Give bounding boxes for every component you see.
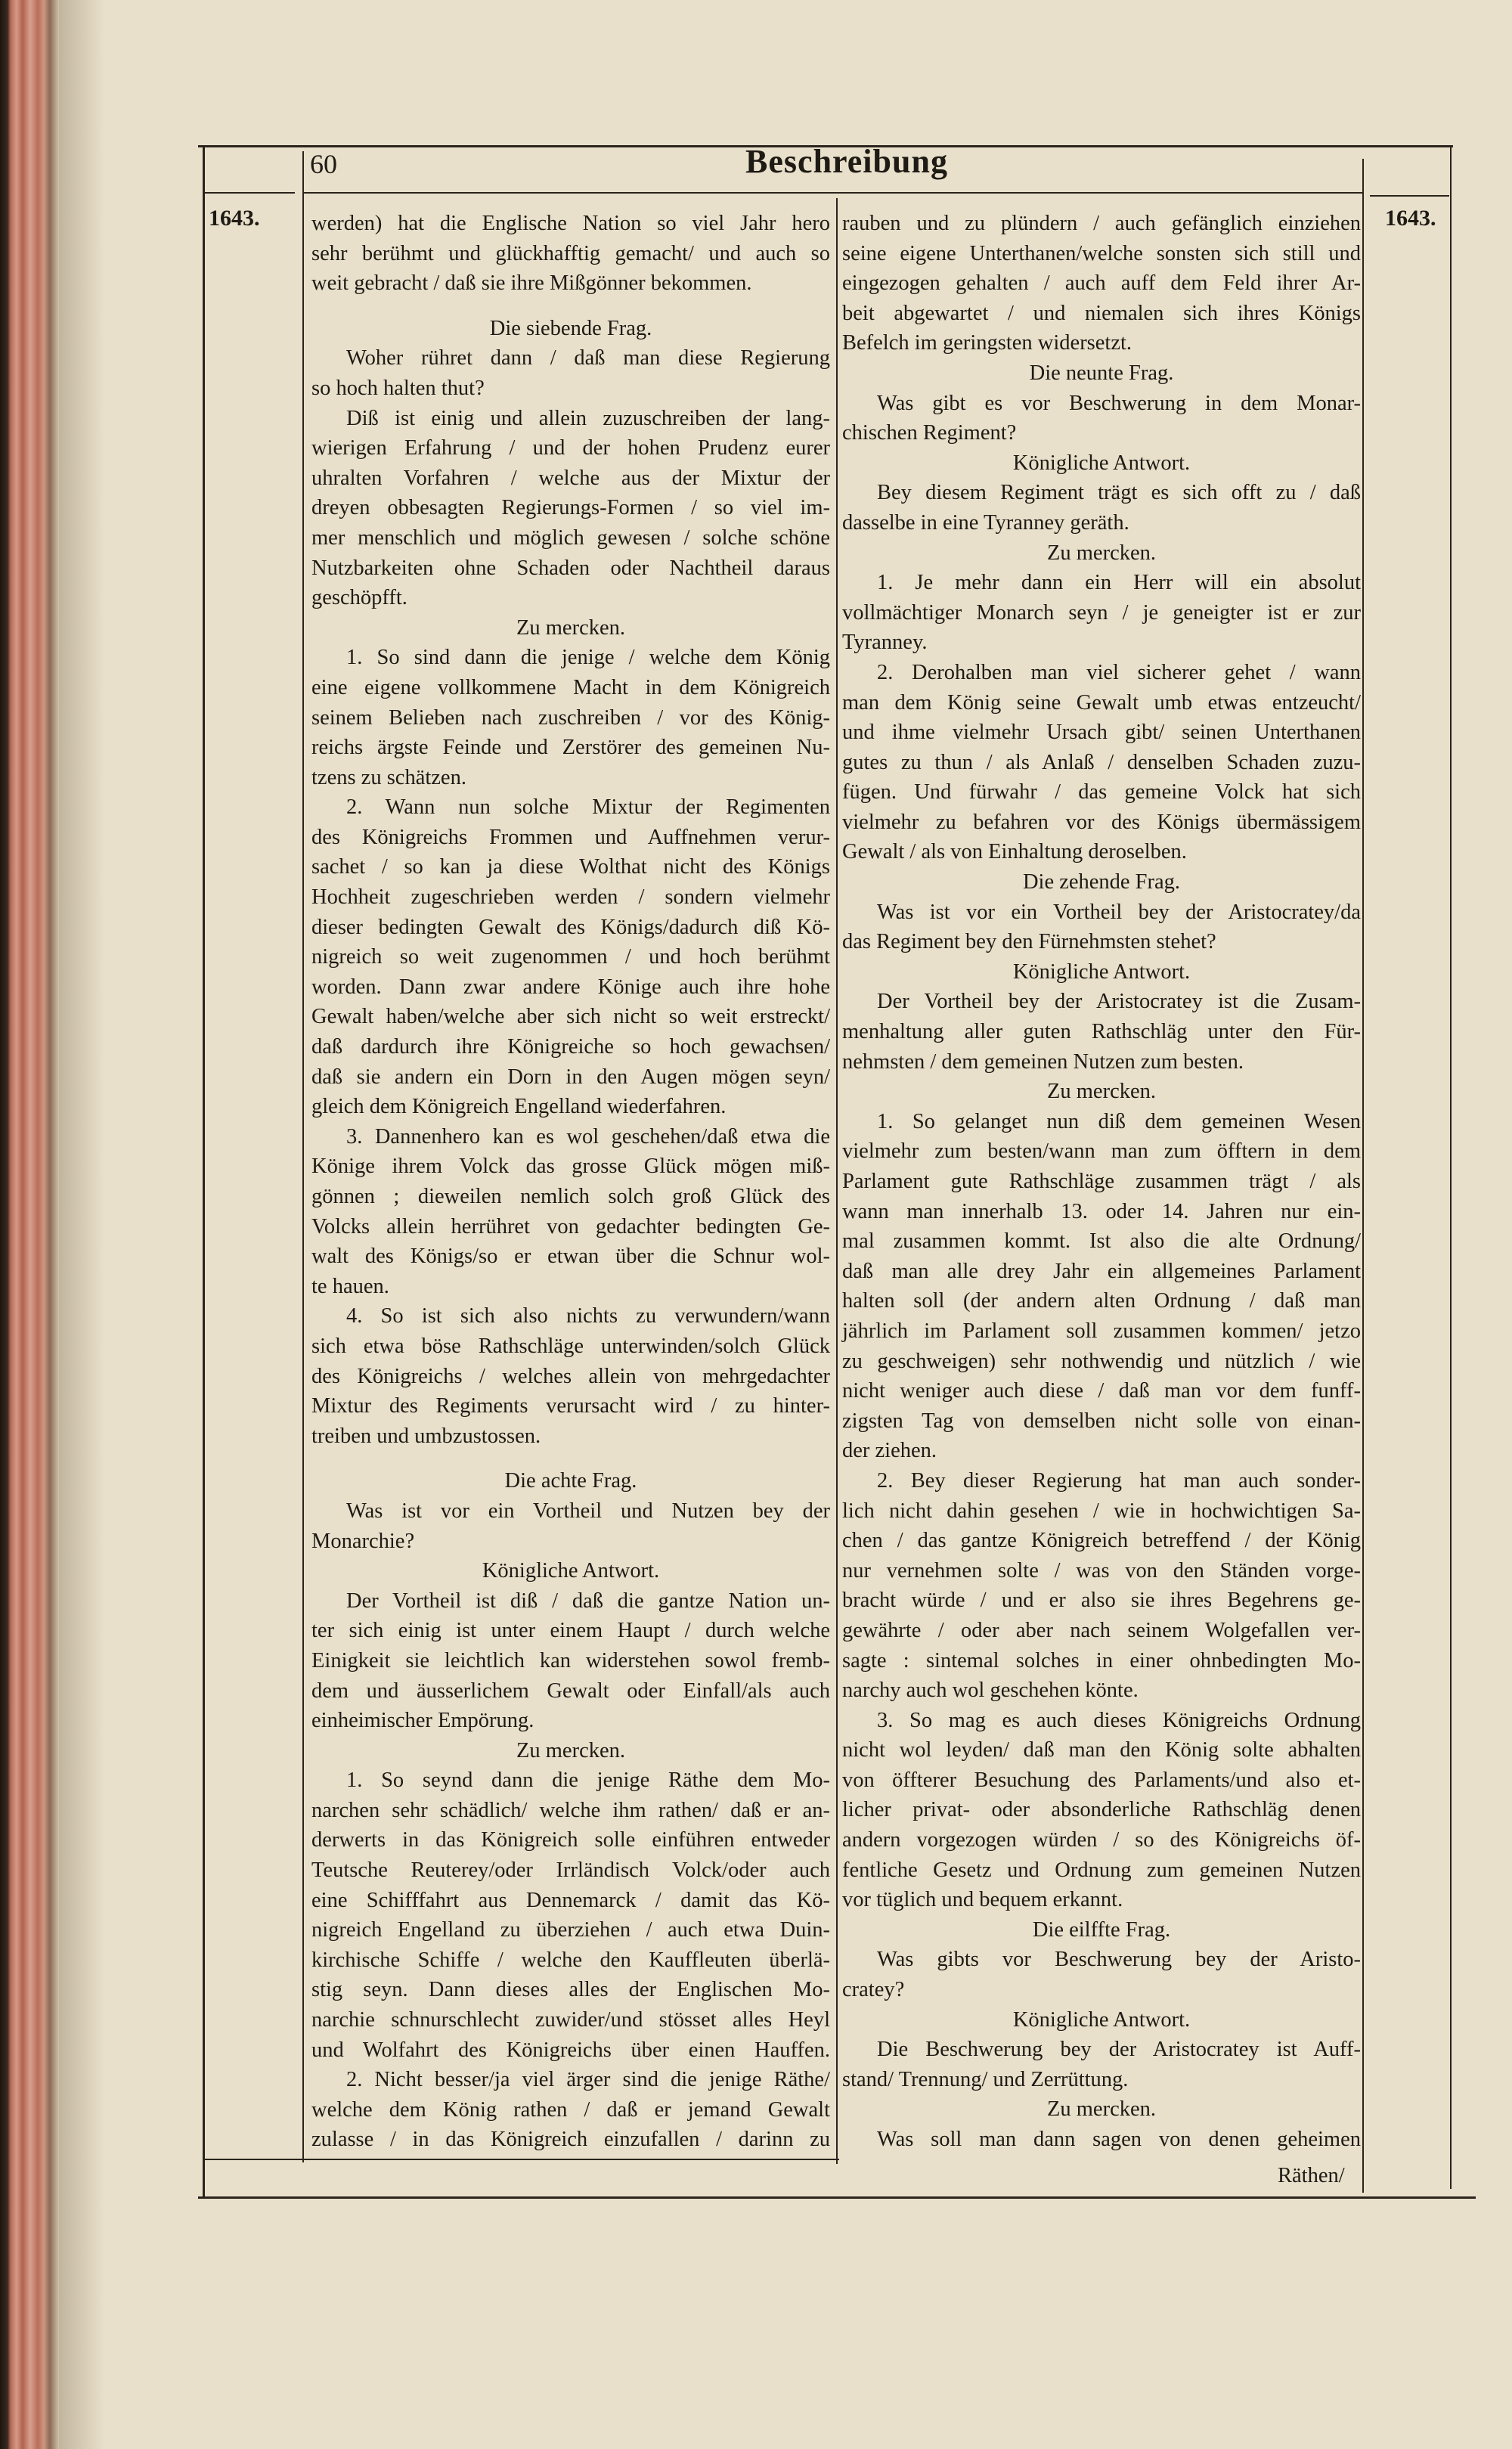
text-line: reichs ärgste Feinde und Zerstörer des gemeinen Nu-: [311, 736, 830, 760]
header-underline-rule: [304, 192, 1362, 194]
text-line: Was gibts vor Beschwerung bey der Aristo-: [877, 1948, 1361, 1972]
margin-year-left: 1643.: [209, 206, 260, 231]
text-line: der ziehen.: [842, 1439, 937, 1463]
text-line: 1. So sind dann die jenige / welche dem König: [346, 646, 830, 670]
text-line: sachet / so kan ja diese Wolthat nicht des Königs: [311, 855, 830, 879]
text-line: geschöpfft.: [311, 586, 407, 610]
text-line: stand/ Trennung/ und Zerrüttung.: [842, 2067, 1129, 2091]
text-line: jährlich im Parlament soll zusammen kommen/ jetzo: [842, 1319, 1361, 1343]
text-line: das Regiment bey den Fürnehmsten stehet?: [842, 930, 1216, 954]
text-line: beit abgewartet / und niemalen sich ihres Königs: [842, 301, 1361, 325]
text-line: vielmehr zum besten/wann man zum öfftern in dem: [842, 1139, 1361, 1164]
text-line: licher privat- oder absonderliche Rathschläg denen: [842, 1798, 1361, 1822]
text-line: narchen sehr schädlich/ welche ihm rathen/ daß er an-: [311, 1798, 830, 1822]
text-line: eine Schifffahrt aus Dennemarck / damit das Kö-: [311, 1888, 830, 1912]
text-line: gönnen ; dieweilen nemlich solch groß Glück des: [311, 1185, 830, 1208]
text-line: daß dardurch ihre Königreiche so hoch gewachsen/: [311, 1035, 830, 1059]
text-line: fentliche Gesetz und Ordnung zum gemeinen Nutzen: [842, 1858, 1361, 1882]
text-line: gutes zu thun / als Anlaß / denselben Schaden zuzu-: [842, 750, 1361, 774]
column-divider: [836, 198, 838, 2164]
section-heading: Königliche Antwort.: [1012, 451, 1191, 475]
text-line: Was ist vor ein Vortheil bey der Aristocratey/da: [877, 900, 1361, 924]
text-line: 2. Derohalben man viel sicherer gehet / wann: [877, 660, 1361, 684]
text-line: te hauen.: [311, 1274, 389, 1298]
text-line: halten soll (der andern alten Ordnung / daß man: [842, 1289, 1361, 1313]
text-line: nicht wol leyden/ daß man den König solte abhalten: [842, 1738, 1361, 1762]
page-number: 60: [310, 149, 337, 179]
text-line: daß man alle drey Jahr ein allgemeines Parlament: [842, 1259, 1361, 1283]
section-heading: Zu mercken.: [516, 1738, 626, 1762]
text-line: chen / das gantze Königreich betreffend / der König: [842, 1529, 1361, 1553]
text-line: Bey diesem Regiment trägt es sich offt zu / daß: [877, 481, 1361, 505]
text-line: tzens zu schätzen.: [311, 765, 466, 789]
section-heading: Die neunte Frag.: [1029, 361, 1174, 385]
section-heading: Die eilffte Frag.: [1032, 1917, 1171, 1942]
section-heading: Königliche Antwort.: [1012, 2007, 1191, 2032]
text-line: Teutsche Reuterey/oder Irrländisch Volck/oder auch: [311, 1858, 830, 1883]
text-line: vielmehr zu befahren vor des Königs übermässigem: [842, 810, 1361, 834]
text-line: dasselbe in eine Tyranney geräth.: [842, 510, 1129, 535]
text-line: 1. So seynd dann die jenige Räthe dem Mo-: [346, 1769, 830, 1793]
text-line: 4. So ist sich also nichts zu verwundern/wann: [346, 1304, 830, 1328]
text-line: 2. Nicht besser/ja viel ärger sind die jenige Räthe/: [346, 2068, 830, 2092]
text-line: man dem König seine Gewalt umb etwas entzeucht/: [842, 690, 1361, 715]
text-line: Woher rühret dann / daß man diese Regierung: [346, 346, 830, 370]
text-line: des Königreichs / welches allein von mehrgedachter: [311, 1364, 830, 1388]
text-line: 1. So gelanget nun diß dem gemeinen Wesen: [877, 1109, 1361, 1133]
section-heading: Königliche Antwort.: [1012, 959, 1191, 984]
section-heading: Die zehende Frag.: [1022, 870, 1181, 894]
left-column-bottom-rule: [204, 2159, 839, 2160]
text-line: Monarchie?: [311, 1529, 415, 1553]
text-line: werden) hat die Englische Nation so viel Jahr hero: [311, 212, 830, 235]
text-line: cratey?: [842, 1978, 905, 2002]
text-line: seinem Belieben nach zuschreiben / vor des König-: [311, 705, 830, 730]
text-line: Tyranney.: [842, 631, 928, 655]
text-line: Hochheit zugeschrieben werden / sondern vielmehr: [311, 885, 830, 910]
margin-header-rule-right: [1370, 195, 1449, 197]
text-line: Nutzbarkeiten ohne Schaden oder Nachtheil daraus: [311, 556, 830, 580]
right-outer-border: [1450, 147, 1452, 2189]
text-line: Könige ihrem Volck das grosse Glück mögen miß-: [311, 1155, 830, 1179]
margin-year-right: 1643.: [1385, 206, 1436, 231]
text-line: vollmächtiger Monarch seyn / je geneigter ist er zur: [842, 600, 1361, 625]
text-line: zigsten Tag von demselben nicht solle von einan-: [842, 1409, 1361, 1433]
text-line: nicht weniger auch diese / daß man vor dem funff-: [842, 1379, 1361, 1403]
text-line: wann man innerhalb 13. oder 14. Jahren nur ein-: [842, 1199, 1361, 1223]
text-line: Parlament gute Rathschläge zusammen trägt / als: [842, 1170, 1361, 1193]
text-line: narchie schnurschlecht zuwider/und stösset alles Heyl: [311, 2008, 830, 2032]
text-line: Was ist vor ein Vortheil und Nutzen bey der: [346, 1499, 830, 1523]
running-title: Beschreibung: [745, 143, 948, 180]
text-line: worden. Dann zwar andere Könige auch ihre hohe: [311, 975, 830, 999]
text-line: Was gibt es vor Beschwerung in dem Monar-: [877, 391, 1361, 415]
text-line: nigreich so weit zugenommen / und hoch berühmt: [311, 945, 830, 969]
section-heading: Zu mercken.: [516, 615, 626, 640]
text-line: gewährte / oder aber nach seinem Wolgefallen ver-: [842, 1618, 1361, 1642]
text-line: walt des Königs/so er etwan über die Schnur wol-: [311, 1245, 830, 1269]
text-line: vor tüglich und bequem erkannt.: [842, 1888, 1123, 1912]
text-line: eingezogen gehalten / auch auff dem Feld ihrer Ar-: [842, 271, 1361, 296]
right-text-column: [842, 209, 1361, 2155]
text-line: andern vorgezogen würden / so des Königreichs öf-: [842, 1828, 1361, 1852]
text-line: eine eigene vollkommene Macht in dem Königreich: [311, 675, 830, 699]
text-line: daß sie andern ein Dorn in den Augen mögen seyn/: [311, 1065, 830, 1089]
text-line: stig seyn. Dann dieses alles der Englischen Mo-: [311, 1978, 830, 2002]
text-line: dieser bedingten Gewalt des Königs/dadurch diß Kö-: [311, 915, 830, 939]
text-line: seine eigene Unterthanen/welche sonsten sich still und: [842, 241, 1361, 265]
text-line: Der Vortheil bey der Aristocratey ist die Zusam-: [877, 990, 1361, 1014]
text-line: 1. Je mehr dann ein Herr will ein absolut: [877, 571, 1361, 595]
text-line: sehr berühmt und glückhafftig gemacht/ und auch so: [311, 241, 830, 265]
text-line: gleich dem Königreich Engelland wiederfahren.: [311, 1095, 727, 1119]
text-line: von öffterer Besuchung des Parlaments/und also et-: [842, 1768, 1361, 1792]
margin-header-rule: [204, 192, 295, 194]
text-line: kirchische Schiffe / welche den Kauffleuten überlä-: [311, 1948, 830, 1972]
left-column-border: [302, 151, 304, 2162]
text-line: Der Vortheil ist diß / daß die gantze Nation un-: [346, 1589, 830, 1613]
page-gutter-shadow: [59, 0, 104, 2449]
text-line: menhaltung aller guten Rathschläg unter den Für-: [842, 1020, 1361, 1044]
text-line: des Königreichs Frommen und Auffnehmen verur-: [311, 825, 830, 849]
text-line: nur vernehmen solte / was von den Ständen vorge-: [842, 1558, 1361, 1583]
text-line: chischen Regiment?: [842, 421, 1017, 445]
text-line: so hoch halten thut?: [311, 376, 485, 400]
text-line: welche dem König rathen / daß er jemand Gewalt: [311, 2097, 830, 2122]
text-line: lich nicht dahin gesehen / wie in hochwichtigen Sa-: [842, 1499, 1361, 1523]
text-line: Diß ist einig und allein zuzuschreiben der lang-: [346, 406, 830, 430]
section-heading: Königliche Antwort.: [482, 1559, 660, 1583]
text-line: bracht würde / und er also sie ihres Begehrens ge-: [842, 1589, 1361, 1613]
text-line: Was soll man dann sagen von denen geheimen: [877, 2128, 1361, 2151]
text-line: und ihme vielmehr Ursach gibt/ seinen Unterthanen: [842, 721, 1361, 745]
left-outer-border: [203, 147, 205, 2198]
text-line: 3. So mag es auch dieses Königreichs Ordnung: [877, 1708, 1361, 1732]
text-line: treiben und umbzustossen.: [311, 1424, 541, 1448]
left-text-column: [311, 209, 830, 2155]
section-heading: Zu mercken.: [1046, 1080, 1157, 1104]
section-heading: Zu mercken.: [1046, 2097, 1157, 2122]
text-line: Volcks allein herrühret von gedachter bedingten Ge-: [311, 1214, 830, 1238]
text-line: einheimischer Empörung.: [311, 1709, 534, 1733]
text-line: derwerts in das Königreich solle einführen entweder: [311, 1828, 830, 1852]
bottom-border-rule: [198, 2196, 1476, 2199]
text-line: Einigkeit sie leichtlich kan widerstehen sowol fremb-: [311, 1648, 830, 1672]
text-line: dreyen obbesagten Regierungs-Formen / so viel im-: [311, 496, 830, 520]
section-heading: Die siebende Frag.: [489, 316, 652, 340]
text-line: Gewalt / als von Einhaltung deroselben.: [842, 840, 1187, 864]
text-line: dem und äusserlichem Gewalt oder Einfall/als auch: [311, 1679, 830, 1703]
text-line: narchy auch wol geschehen könte.: [842, 1679, 1139, 1703]
text-line: Die Beschwerung bey der Aristocratey ist Auff-: [877, 2038, 1361, 2062]
text-line: uhralten Vorfahren / welche aus der Mixtur der: [311, 466, 830, 490]
book-spine-edge: [0, 0, 59, 2449]
text-line: nehmsten / dem gemeinen Nutzen zum besten.: [842, 1049, 1244, 1074]
text-line: nigreich Engelland zu überziehen / auch etwa Duin-: [311, 1918, 830, 1942]
text-line: wierigen Erfahrung / und der hohen Prudenz eurer: [311, 436, 830, 460]
text-line: Mixtur des Regiments verursacht wird / zu hinter-: [311, 1394, 830, 1418]
text-line: fügen. Und fürwahr / das gemeine Volck hat sich: [842, 780, 1361, 804]
right-column-border: [1362, 159, 1364, 2193]
text-line: 2. Wann nun solche Mixtur der Regimenten: [346, 795, 830, 820]
text-line: sich etwa böse Rathschläge unterwinden/solch Glück: [311, 1334, 830, 1358]
text-line: rauben und zu plündern / auch gefänglich einziehen: [842, 212, 1361, 235]
text-line: 3. Dannenhero kan es wol geschehen/daß etwa die: [346, 1124, 830, 1149]
catchword: Räthen/: [1278, 2164, 1345, 2187]
section-heading: Die achte Frag.: [504, 1469, 637, 1493]
text-line: mer menschlich und möglich gewesen / solche schöne: [311, 525, 830, 550]
text-line: und Wolfahrt des Königreichs über einen Hauffen.: [311, 2038, 830, 2062]
text-line: ter sich einig ist unter einem Haupt / durch welche: [311, 1619, 830, 1643]
text-line: mal zusammen kommt. Ist also die alte Ordnung/: [842, 1229, 1361, 1254]
text-line: zu geschweigen) sehr nothwendig und nützlich / wie: [842, 1349, 1361, 1373]
text-line: 2. Bey dieser Regierung hat man auch sonder-: [877, 1468, 1361, 1493]
section-heading: Zu mercken.: [1046, 541, 1157, 565]
text-line: Gewalt haben/welche aber sich nicht so weit erstreckt/: [311, 1005, 830, 1029]
text-line: sagte : sintemal solches in einer ohnbedingten Mo-: [842, 1648, 1361, 1672]
text-line: weit gebracht / daß sie ihre Mißgönner bekommen.: [311, 271, 752, 296]
text-line: zulasse / in das Königreich einzufallen / darinn zu: [311, 2128, 830, 2152]
text-line: Befelch im geringsten widersetzt.: [842, 331, 1132, 355]
